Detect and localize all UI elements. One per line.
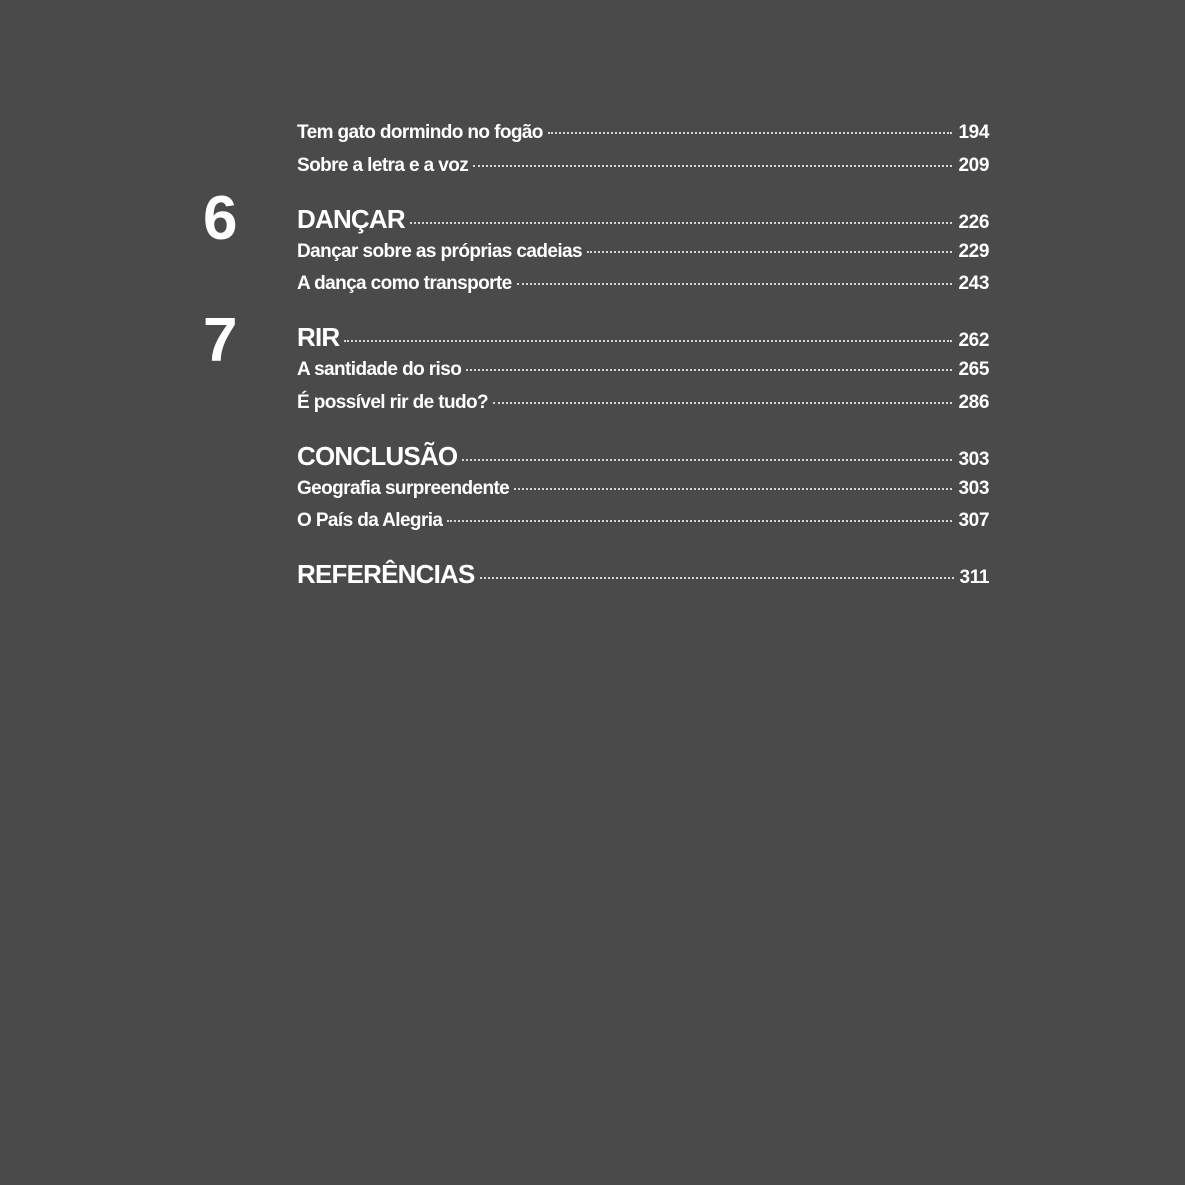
toc-entry-page: 262 xyxy=(958,330,989,351)
toc-chapter-title: REFERÊNCIAS xyxy=(297,559,475,589)
toc-entry-title: Dançar sobre as próprias cadeias xyxy=(297,241,582,262)
dot-leader xyxy=(517,283,953,285)
toc-entry[interactable] xyxy=(297,122,989,144)
chapter-number-7: 7 xyxy=(203,306,236,375)
toc-entry[interactable] xyxy=(297,510,989,532)
toc-chapter-entry[interactable] xyxy=(297,441,989,472)
toc-entry[interactable] xyxy=(297,359,989,381)
toc-entry-page: 229 xyxy=(958,241,989,262)
dot-leader xyxy=(466,369,952,371)
dot-leader xyxy=(493,402,952,404)
toc-entry[interactable] xyxy=(297,155,989,177)
toc-entry-page: 307 xyxy=(958,510,989,531)
toc-entry-page: 194 xyxy=(958,122,989,143)
toc-entry-title: A dança como transporte xyxy=(297,273,512,294)
toc-entry-title: O País da Alegria xyxy=(297,510,443,531)
toc-entry-title: Sobre a letra e a voz xyxy=(297,155,469,176)
dot-leader xyxy=(344,340,952,342)
toc-chapter-entry[interactable] xyxy=(297,204,989,235)
dot-leader xyxy=(514,488,952,490)
dot-leader xyxy=(480,577,954,579)
dot-leader xyxy=(587,251,953,253)
toc-chapter-title: CONCLUSÃO xyxy=(297,441,458,471)
toc-entry-title: Tem gato dormindo no fogão xyxy=(297,122,543,143)
toc-entry[interactable] xyxy=(297,478,989,500)
toc-entry-title: A santidade do riso xyxy=(297,359,462,380)
toc-entry-page: 311 xyxy=(959,567,989,588)
dot-leader xyxy=(410,222,953,224)
chapter-number-6: 6 xyxy=(203,184,236,253)
toc-chapter-entry[interactable] xyxy=(297,322,989,353)
toc-entry-page: 265 xyxy=(958,359,989,380)
toc-entry-title: É possível rir de tudo? xyxy=(297,392,489,413)
dot-leader xyxy=(447,520,952,522)
toc-entry-page: 226 xyxy=(958,212,989,233)
toc-entry-page: 243 xyxy=(958,273,989,294)
dot-leader xyxy=(462,459,952,461)
toc-entry[interactable] xyxy=(297,392,989,414)
toc-entry-page: 303 xyxy=(958,449,989,470)
dot-leader xyxy=(473,165,952,167)
toc-chapter-title: RIR xyxy=(297,322,340,352)
toc-chapter-title: DANÇAR xyxy=(297,204,405,234)
toc-entry[interactable] xyxy=(297,241,989,263)
toc-entry-title: Geografia surpreendente xyxy=(297,478,510,499)
toc-entry-page: 209 xyxy=(958,155,989,176)
toc-entry-page: 286 xyxy=(958,392,989,413)
toc-chapter-entry[interactable] xyxy=(297,559,989,590)
dot-leader xyxy=(548,132,953,134)
toc-entry-page: 303 xyxy=(958,478,989,499)
toc-entry[interactable] xyxy=(297,273,989,295)
